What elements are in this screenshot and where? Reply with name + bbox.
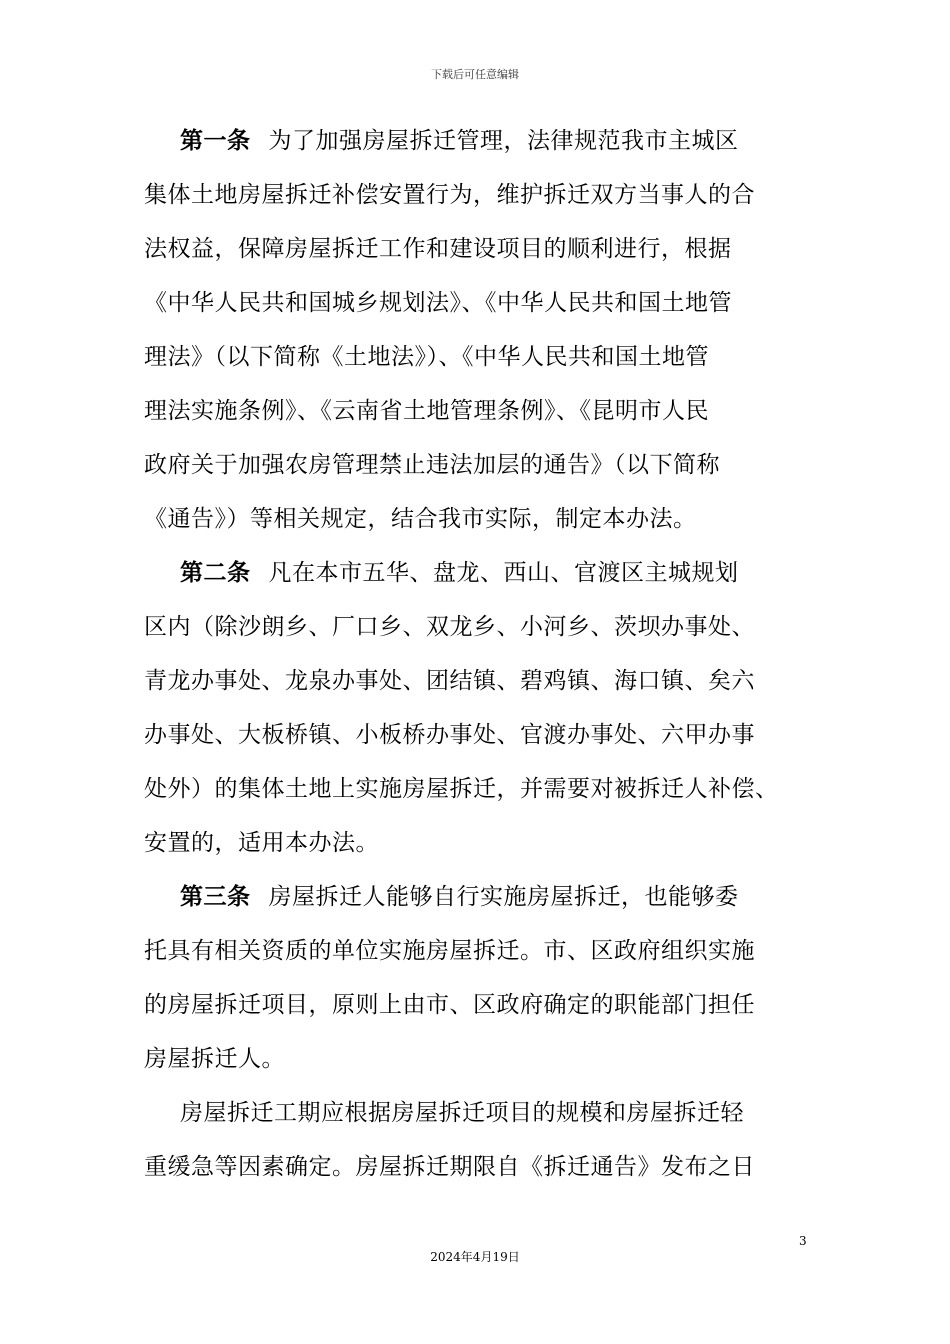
article-2-line: 处外）的集体土地上实施房屋拆迁，并需要对被拆迁人补偿、 — [144, 776, 779, 802]
article-1-first-line — [144, 118, 816, 172]
article-2-line: 青龙办事处、龙泉办事处、团结镇、碧鸡镇、海口镇、矣六 — [144, 668, 755, 694]
article-3-line: 的房屋拆迁项目，原则上由市、区政府确定的职能部门担任 — [144, 992, 755, 1018]
article-3-line: 托具有相关资质的单位实施房屋拆迁。市、区政府组织实施 — [144, 938, 755, 964]
article-1-line: 政府关于加强农房管理禁止违法加层的通告》（以下简称 — [144, 452, 720, 478]
article-1-title: 第一条 — [180, 128, 251, 154]
article-1-line: 法权益，保障房屋拆迁工作和建设项目的顺利进行，根据 — [144, 236, 732, 262]
article-1-line: 理法实施条例》、《云南省土地管理条例》、《昆明市人民 — [144, 398, 709, 424]
article-2-title: 第二条 — [180, 560, 251, 586]
article-1-line: 《通告》）等相关规定，结合我市实际，制定本办法。 — [144, 506, 697, 532]
article-1-line: 集体土地房屋拆迁补偿安置行为，维护拆迁双方当事人的合 — [144, 182, 755, 208]
article-3-text: 房屋拆迁人能够自行实施房屋拆迁，也能够委 — [268, 884, 739, 910]
article-1-text: 为了加强房屋拆迁管理，法律规范我市主城区 — [268, 128, 739, 154]
article-3-first-line — [144, 874, 816, 928]
article-2-line: 安置的，适用本办法。 — [144, 830, 379, 856]
footer-date: 2024年4月19日 — [430, 1250, 520, 1264]
article-3-title: 第三条 — [180, 884, 251, 910]
paragraph-first-line: 房屋拆迁工期应根据房屋拆迁项目的规模和房屋拆迁轻 — [180, 1100, 744, 1126]
page-header: 下载后可任意编辑 — [431, 68, 519, 81]
page-number: 3 — [799, 1234, 807, 1248]
paragraph-line: 重缓急等因素确定。房屋拆迁期限自《拆迁通告》发布之日 — [144, 1154, 755, 1180]
document-body — [144, 118, 816, 1198]
article-3-line: 房屋拆迁人。 — [144, 1046, 285, 1072]
article-1-line: 理法》（以下简称《土地法》）、《中华人民共和国土地管 — [144, 344, 709, 370]
article-2-first-line — [144, 550, 816, 604]
article-2-text: 凡在本市五华、盘龙、西山、官渡区主城规划 — [268, 560, 739, 586]
article-1-line: 《中华人民共和国城乡规划法》、《中华人民共和国土地管 — [144, 290, 732, 316]
article-2-line: 办事处、大板桥镇、小板桥办事处、官渡办事处、六甲办事 — [144, 722, 755, 748]
article-2-line: 区内（除沙朗乡、厂口乡、双龙乡、小河乡、茨坝办事处、 — [144, 614, 755, 640]
